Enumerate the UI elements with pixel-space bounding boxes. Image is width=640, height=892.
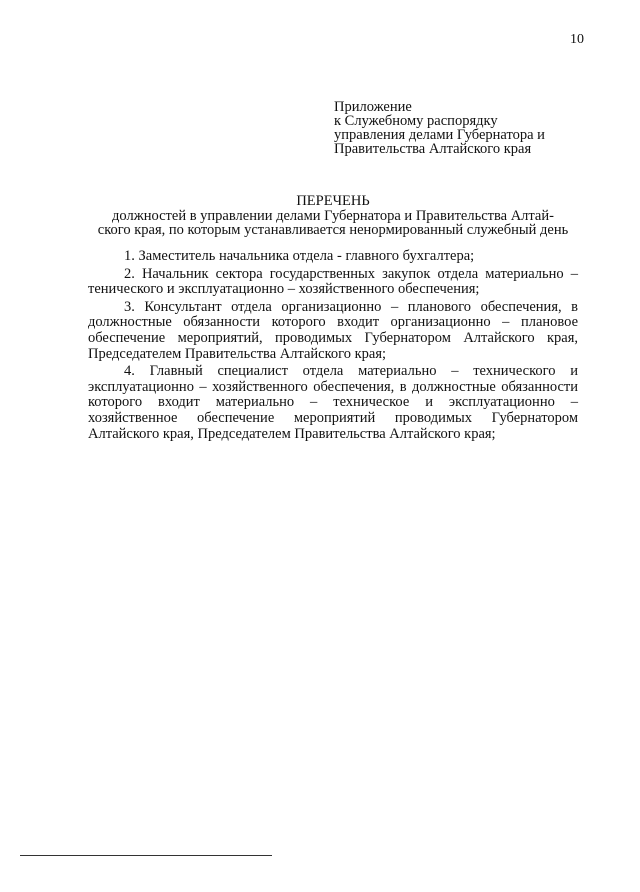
list-item: 2. Начальник сектора государственных закупок отдела материально – тенического и эксплуатационно – хозяйственного обеспечения; <box>88 265 578 298</box>
list-item: 3. Консультант отдела организационно – планового обеспечения, в должностные обязанности которого входит организационно – плановое обеспечение мероприятий, проводимых Губернатором Алтайского края, Председателем Правительства Алтайского края; <box>88 298 578 362</box>
appendix-line: управления делами Губернатора и <box>334 127 545 143</box>
appendix-header <box>334 100 545 156</box>
appendix-line: Приложение <box>334 99 412 115</box>
subtitle-line: ского края, по которым устанавливается ненормированный служебный день <box>97 222 569 238</box>
appendix-line: Правительства Алтайского края <box>334 141 532 157</box>
title-block <box>88 194 578 237</box>
list-item: 4. Главный специалист отдела материально – технического и эксплуатационно – хозяйственного обеспечения, в должностные обязанности которого входит материально – техническое и эксплуатационно – хозяйственное обеспечение мероприятий проводимых Губернатором Алтайского края, Председателем Правительства Алтайского края; <box>88 363 578 442</box>
document-title: ПЕРЕЧЕНЬ <box>296 193 370 209</box>
positions-list <box>88 249 578 444</box>
appendix-line: к Служебному распорядку <box>334 113 498 129</box>
list-item: 1. Заместитель начальника отдела - главного бухгалтера; <box>124 248 475 264</box>
subtitle-line: должностей в управлении делами Губернатора и Правительства Алтай- <box>112 208 554 224</box>
footer-divider <box>20 855 272 856</box>
page-number: 10 <box>570 32 584 47</box>
